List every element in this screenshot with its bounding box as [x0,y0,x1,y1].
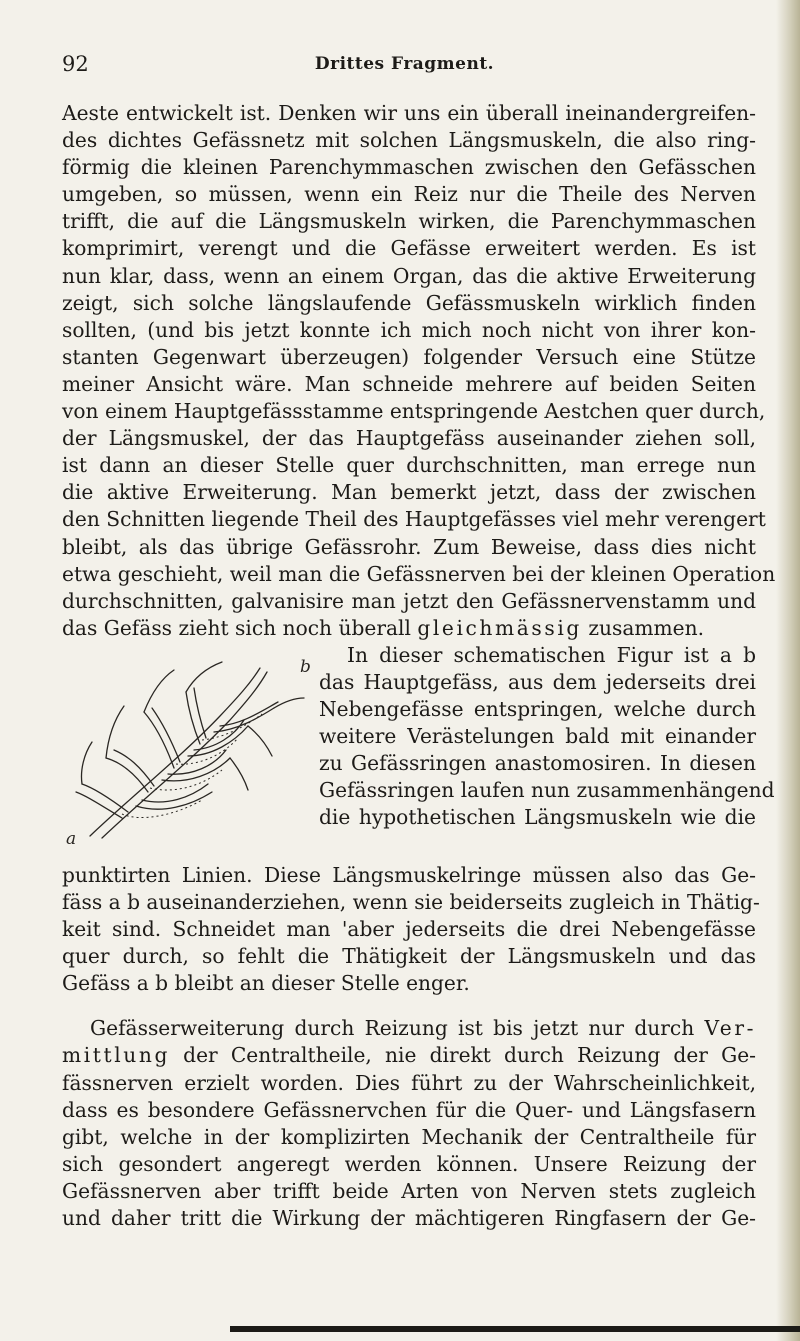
text-line: stanten Gegenwart überzeugen) folgender Versuch eine Stütze [62,344,756,369]
page-header [62,52,747,82]
page-number: 92 [62,52,89,76]
text-line [62,1042,756,1069]
text-line: weitere Verästelungen bald mit einander [319,724,756,749]
text-line: die hypothetischen Längsmuskeln wie die [319,805,756,830]
page-edge-shadow [776,0,800,1341]
text-line: bleibt, als das übrige Gefässrohr. Zum Beweise, dass dies nicht [62,534,756,559]
figure-block [62,642,775,862]
text-line: sollten, (und bis jetzt konnte ich mich noch nicht von ihrer kon- [62,317,756,342]
running-title: Drittes Fragment. [314,54,495,74]
figure-caption-text [319,642,775,832]
text-run: das Gefäss zieht sich noch überall [62,615,418,640]
paragraph-2-continued [62,862,760,997]
body-text [62,100,776,1232]
text-run: zusammen. [581,615,705,640]
text-line: das Hauptgefäss, aus dem jederseits drei [319,669,756,694]
text-line: umgeben, so müssen, wenn ein Reiz nur die Theile des Nerven [62,182,756,207]
text-line: Gefässnerven aber trifft beide Arten von Nerven stets zugleich [62,1178,756,1203]
text-line: zeigt, sich solche längslaufende Gefässmuskeln wirklich finden [62,290,756,315]
vessel-schematic-figure [62,646,312,846]
text-line: Nebengefässe entspringen, welche durch [319,697,756,722]
spaced-emphasis: mittlung [62,1043,171,1068]
text-line: fäss a b auseinanderziehen, wenn sie beiderseits zugleich in Thätig- [62,889,760,914]
text-line: keit sind. Schneidet man 'aber jederseits die drei Nebengefässe [62,917,756,942]
text-line: und daher tritt die Wirkung der mächtigeren Ringfasern der Ge- [62,1206,756,1230]
text-line: etwa geschieht, weil man die Gefässnerven bei der kleinen Operation [62,561,776,586]
text-line: dass es besondere Gefässnervchen für die Quer- und Längsfasern [62,1097,756,1122]
paragraph-1 [62,100,776,642]
text-line: durchschnitten, galvanisire man jetzt den Gefässnervenstamm und [62,588,756,613]
figure-label-a: a [66,828,77,846]
text-line: von einem Hauptgefässstamme entspringende Aestchen quer durch, [62,399,766,424]
text-run: Gefässerweiterung durch Reizung ist bis jetzt nur durch [90,1016,705,1041]
paragraph-gap [62,997,756,1015]
spaced-emphasis: gleichmässig [417,615,582,640]
text-line [62,1015,756,1042]
text-line: der Längsmuskel, der das Hauptgefäss auseinander ziehen soll, [62,426,756,451]
text-line: ist dann an dieser Stelle quer durchschnitten, man errege nun [62,453,756,478]
text-line: komprimirt, verengt und die Gefässe erweitert werden. Es ist [62,236,756,261]
text-line: Aeste entwickelt ist. Denken wir uns ein überall ineinandergreifen- [62,101,756,125]
figure-label-b: b [300,656,311,677]
paragraph-3 [62,1015,756,1232]
text-line: gibt, welche in der komplizirten Mechanik der Centraltheile für [62,1124,756,1149]
text-line: des dichtes Gefässnetz mit solchen Längsmuskeln, die also ring- [62,128,756,153]
text-line: quer durch, so fehlt die Thätigkeit der Längsmuskeln und das [62,944,756,969]
text-line: In dieser schematischen Figur ist a b [347,642,756,667]
text-line: punktirten Linien. Diese Längsmuskelringe müssen also das Ge- [62,862,756,887]
text-run: der Centraltheile, nie direkt durch Reizung der Ge- [170,1043,756,1068]
text-line: Gefäss a b bleibt an dieser Stelle enger. [62,971,470,996]
text-line: Gefässringen laufen nun zusammenhängend [319,778,775,803]
text-line: den Schnitten liegende Theil des Hauptgefässes viel mehr verengert [62,507,766,532]
text-line: förmig die kleinen Parenchymmaschen zwischen den Gefässchen [62,155,756,180]
text-line: fässnerven erzielt worden. Dies führt zu der Wahrscheinlichkeit, [62,1070,756,1095]
text-line: zu Gefässringen anastomosiren. In diesen [319,751,756,776]
spaced-emphasis: Ver- [704,1016,756,1041]
text-line [62,615,756,642]
bottom-edge-bar [230,1326,800,1332]
text-line: meiner Ansicht wäre. Man schneide mehrere auf beiden Seiten [62,371,756,396]
text-line: nun klar, dass, wenn an einem Organ, das die aktive Erweiterung [62,263,756,288]
text-line: die aktive Erweiterung. Man bemerkt jetzt, dass der zwischen [62,480,756,505]
text-line: trifft, die auf die Längsmuskeln wirken, die Parenchymmaschen [62,209,756,234]
text-line: sich gesondert angeregt werden können. Unsere Reizung der [62,1151,756,1176]
